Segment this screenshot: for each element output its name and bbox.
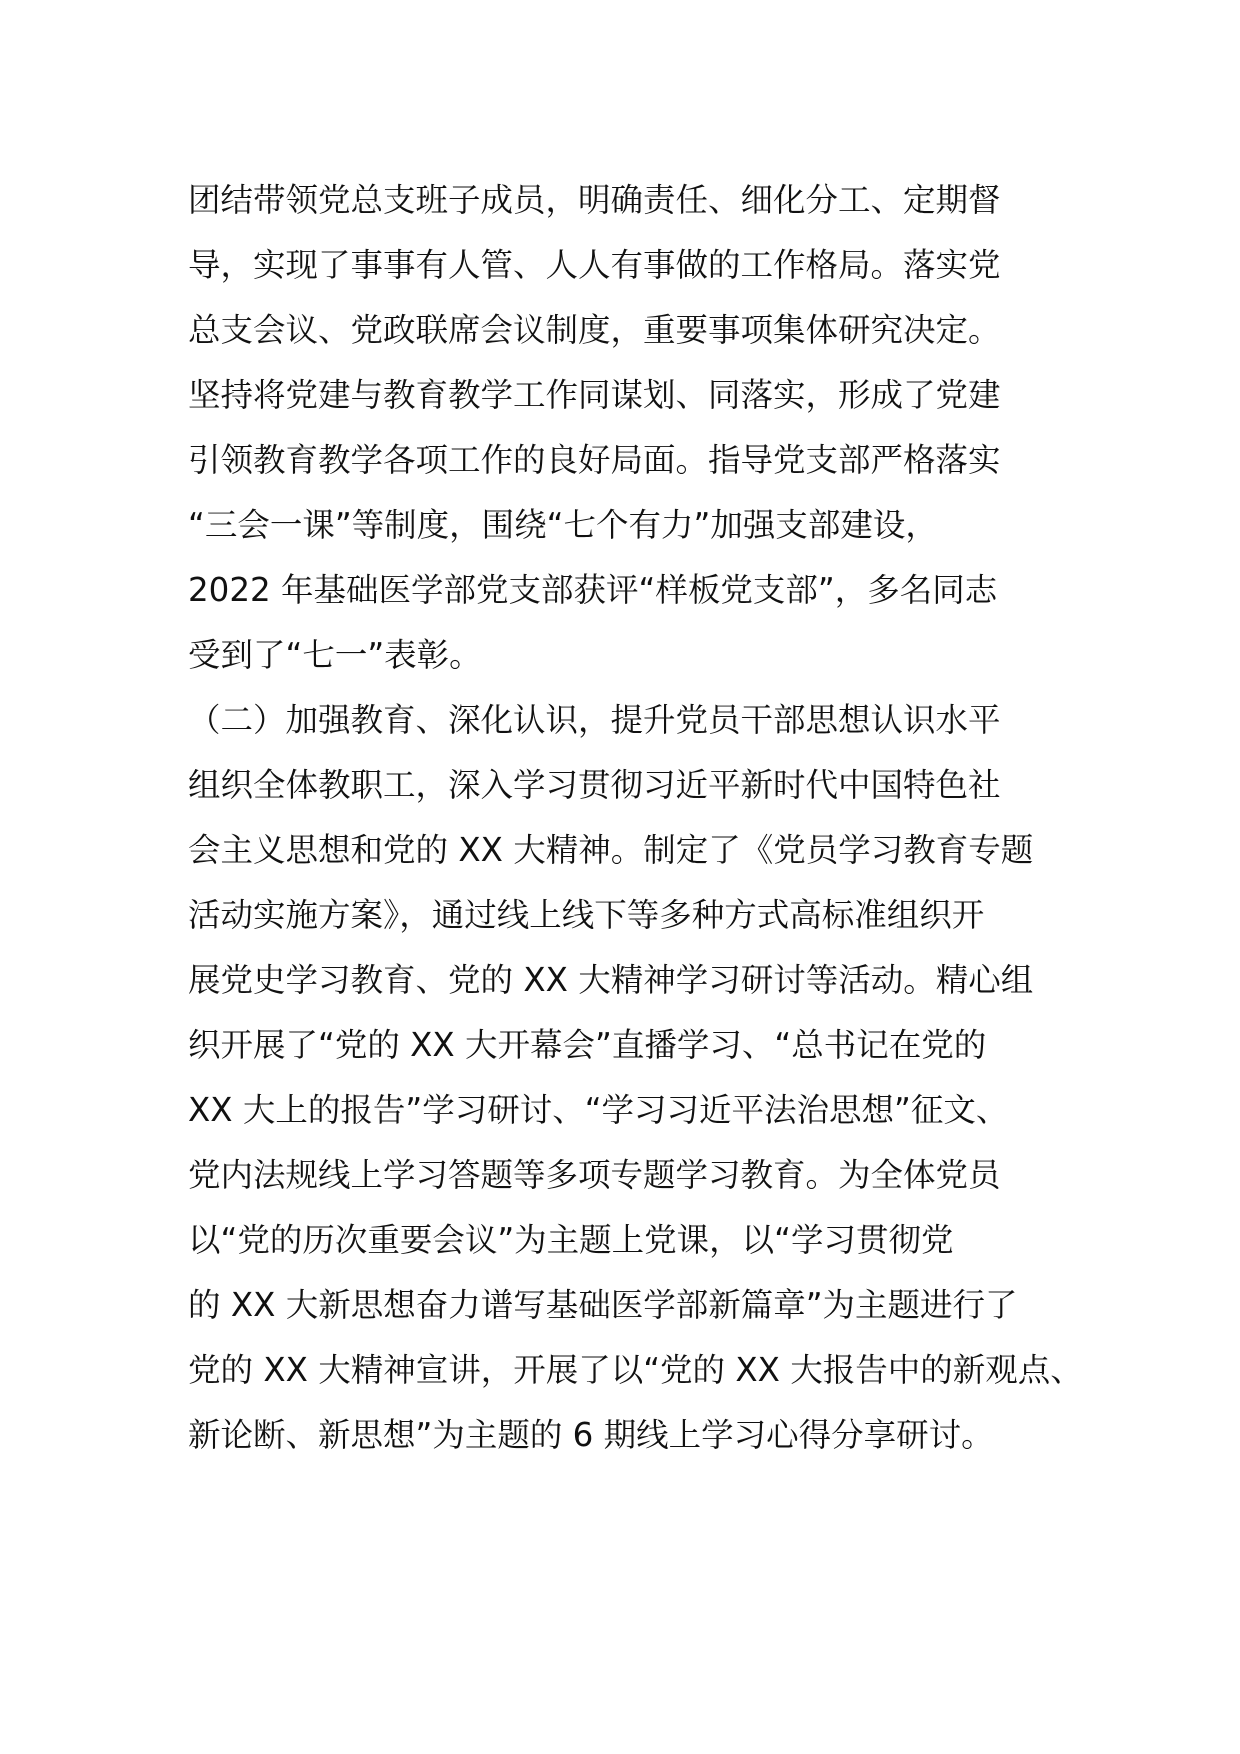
paragraph-line: 2022 年基础医学部党支部获评“样板党支部”，多名同志 <box>188 571 998 609</box>
paragraph-line: 导，实现了事事有人管、人人有事做的工作格局。落实党 <box>188 246 1001 284</box>
paragraph-line: XX 大上的报告”学习研讨、“学习习近平法治思想”征文、 <box>188 1091 1009 1129</box>
paragraph-line: 以“党的历次重要会议”为主题上党课，以“学习贯彻党 <box>188 1221 954 1259</box>
paragraph-line: “三会一课”等制度，围绕“七个有力”加强支部建设， <box>188 506 938 544</box>
paragraph-line: 组织全体教职工，深入学习贯彻习近平新时代中国特色社 <box>188 766 1001 804</box>
paragraph-line: 党的 XX 大精神宣讲，开展了以“党的 XX 大报告中的新观点、 <box>188 1351 1083 1389</box>
paragraph-line: 展党史学习教育、党的 XX 大精神学习研讨等活动。精心组 <box>188 961 1034 999</box>
paragraph-line: 总支会议、党政联席会议制度，重要事项集体研究决定。 <box>188 311 1001 349</box>
paragraph-line: 会主义思想和党的 XX 大精神。制定了《党员学习教育专题 <box>188 831 1034 869</box>
paragraph-line: 织开展了“党的 XX 大开幕会”直播学习、“总书记在党的 <box>188 1026 987 1064</box>
paragraph-line: 党内法规线上学习答题等多项专题学习教育。为全体党员 <box>188 1156 1001 1194</box>
paragraph-line: 团结带领党总支班子成员，明确责任、细化分工、定期督 <box>188 181 1001 219</box>
paragraph-line: 新论断、新思想”为主题的 6 期线上学习心得分享研讨。 <box>188 1416 994 1454</box>
paragraph-line: 引领教育教学各项工作的良好局面。指导党支部严格落实 <box>188 441 1001 479</box>
paragraph-line: 受到了“七一”表彰。 <box>188 636 482 674</box>
body-text <box>188 168 1088 1468</box>
section-heading: （二）加强教育、深化认识，提升党员干部思想认识水平 <box>188 701 1001 739</box>
paragraph-line: 的 XX 大新思想奋力谱写基础医学部新篇章”为主题进行了 <box>188 1286 1018 1324</box>
paragraph-line: 活动实施方案》，通过线上线下等多种方式高标准组织开 <box>188 896 985 934</box>
paragraph-line: 坚持将党建与教育教学工作同谋划、同落实，形成了党建 <box>188 376 1001 414</box>
